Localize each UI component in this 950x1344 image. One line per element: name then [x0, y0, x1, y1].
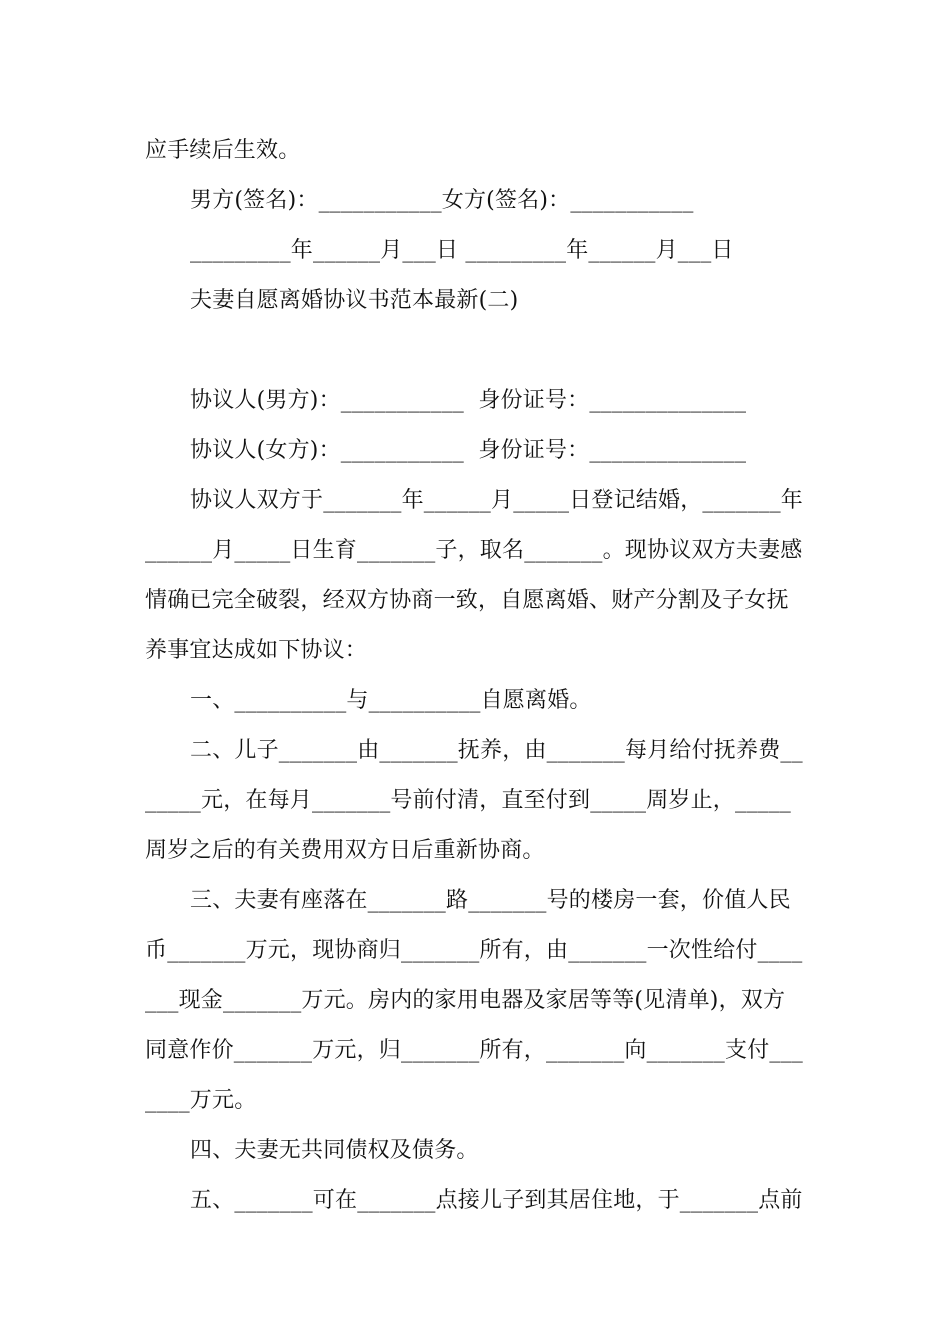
clause-two-line: 周岁之后的有关费用双方日后重新协商。: [145, 838, 545, 863]
clause-three-line: 同意作价_______万元，归_______所有，_______向_______支付___: [145, 1038, 804, 1063]
party-male-line: 协议人(男方)：___________ 身份证号：______________: [190, 388, 747, 413]
text-line: 应手续后生效。: [145, 138, 301, 163]
clause-five-line: 五、_______可在_______点接儿子到其居住地，于_______点前: [190, 1188, 803, 1213]
paragraph-line: 养事宜达成如下协议：: [145, 638, 368, 663]
clause-four: 四、夫妻无共同债权及债务。: [190, 1138, 479, 1163]
section-title: 夫妻自愿离婚协议书范本最新(二): [190, 288, 519, 313]
paragraph-line: 情确已完全破裂，经双方协商一致，自愿离婚、财产分割及子女抚: [145, 588, 789, 613]
clause-one: 一、__________与__________自愿离婚。: [190, 688, 592, 713]
signature-line: 男方(签名)：___________女方(签名)：___________: [190, 188, 694, 213]
party-female-line: 协议人(女方)：___________ 身份证号：______________: [190, 438, 747, 463]
clause-three-line: 三、夫妻有座落在_______路_______号的楼房一套，价值人民: [190, 888, 791, 913]
clause-three-line: 币_______万元，现协商归_______所有，由_______一次性给付____: [145, 938, 803, 963]
clause-three-line: ____万元。: [145, 1088, 257, 1113]
clause-two-line: 二、儿子_______由_______抚养，由_______每月给付抚养费__: [190, 738, 803, 763]
clause-two-line: _____元，在每月_______号前付清，直至付到_____周岁止，_____: [145, 788, 792, 813]
paragraph-line: 协议人双方于_______年______月_____日登记结婚，_______年: [190, 488, 804, 513]
date-line: _________年______月___日 _________年______月___日: [190, 238, 734, 263]
paragraph-line: ______月_____日生育_______子，取名_______。现协议双方夫妻感: [145, 538, 803, 563]
clause-three-line: ___现金_______万元。房内的家用电器及家居等等(见清单)，双方: [145, 988, 786, 1013]
